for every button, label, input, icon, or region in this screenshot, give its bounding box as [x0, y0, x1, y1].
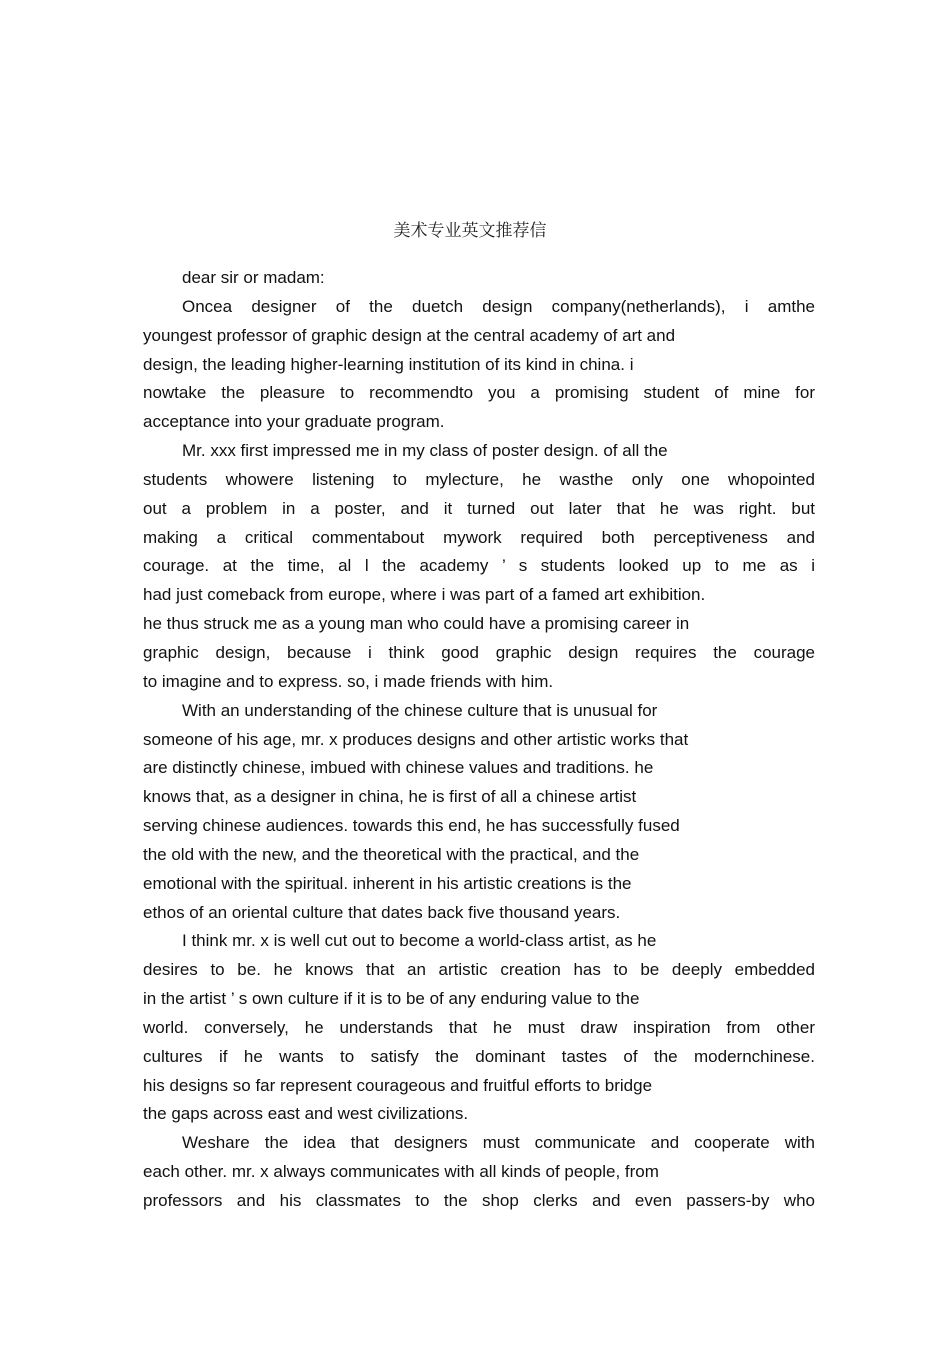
text-line: his designs so far represent courageous and fruitful efforts to bridge — [143, 1075, 653, 1095]
text-line: Mr. xxx first impressed me in my class of poster design. of all the — [182, 441, 668, 461]
text-line: I think mr. x is well cut out to become a world-class artist, as he — [182, 931, 657, 951]
text-line: the gaps across east and west civilizations. — [143, 1104, 469, 1124]
text-line: Oncea designer of the duetch design company(netherlands), i amthe — [182, 296, 815, 316]
text-line: making a critical commentabout mywork required both perceptiveness and — [143, 527, 815, 547]
text-line: the old with the new, and the theoretical with the practical, and the — [143, 844, 640, 864]
text-line: out a problem in a poster, and it turned out later that he was right. but — [143, 498, 815, 518]
text-line: are distinctly chinese, imbued with chinese values and traditions. he — [143, 758, 654, 778]
text-line: in the artist ’ s own culture if it is to be of any enduring value to the — [143, 989, 640, 1009]
page-title: 美术专业英文推荐信 — [393, 221, 547, 241]
text-line: had just comeback from europe, where i was part of a famed art exhibition. — [143, 585, 706, 605]
text-line: graphic design, because i think good graphic design requires the courage — [143, 642, 815, 662]
text-line: someone of his age, mr. x produces designs and other artistic works that — [143, 729, 689, 749]
text-line: dear sir or madam: — [182, 268, 325, 287]
text-line: he thus struck me as a young man who could have a promising career in — [143, 614, 690, 634]
text-line: emotional with the spiritual. inherent in his artistic creations is the — [143, 873, 632, 893]
text-line: With an understanding of the chinese culture that is unusual for — [182, 700, 658, 720]
text-line: knows that, as a designer in china, he is first of all a chinese artist — [143, 787, 637, 807]
text-line: nowtake the pleasure to recommendto you a promising student of mine for — [143, 383, 815, 403]
text-line: Weshare the idea that designers must communicate and cooperate with — [182, 1133, 815, 1153]
text-line: students whowere listening to mylecture, he wasthe only one whopointed — [143, 469, 815, 489]
text-line: professors and his classmates to the shop clerks and even passers-by who — [143, 1191, 815, 1210]
text-line: desires to be. he knows that an artistic creation has to be deeply embedded — [143, 960, 815, 980]
text-line: world. conversely, he understands that he must draw inspiration from other — [143, 1017, 815, 1037]
letter-body — [143, 264, 815, 1216]
text-line: to imagine and to express. so, i made friends with him. — [143, 671, 554, 691]
text-line: design, the leading higher-learning institution of its kind in china. i — [143, 354, 634, 374]
text-line: courage. at the time, al l the academy ’ s students looked up to me as i — [143, 556, 815, 576]
text-line: ethos of an oriental culture that dates back five thousand years. — [143, 902, 621, 922]
text-line: serving chinese audiences. towards this end, he has successfully fused — [143, 816, 680, 836]
text-line: cultures if he wants to satisfy the dominant tastes of the modernchinese. — [143, 1046, 815, 1066]
text-line: acceptance into your graduate program. — [143, 412, 445, 432]
text-line: youngest professor of graphic design at the central academy of art and — [143, 325, 676, 345]
text-line: each other. mr. x always communicates with all kinds of people, from — [143, 1162, 659, 1182]
